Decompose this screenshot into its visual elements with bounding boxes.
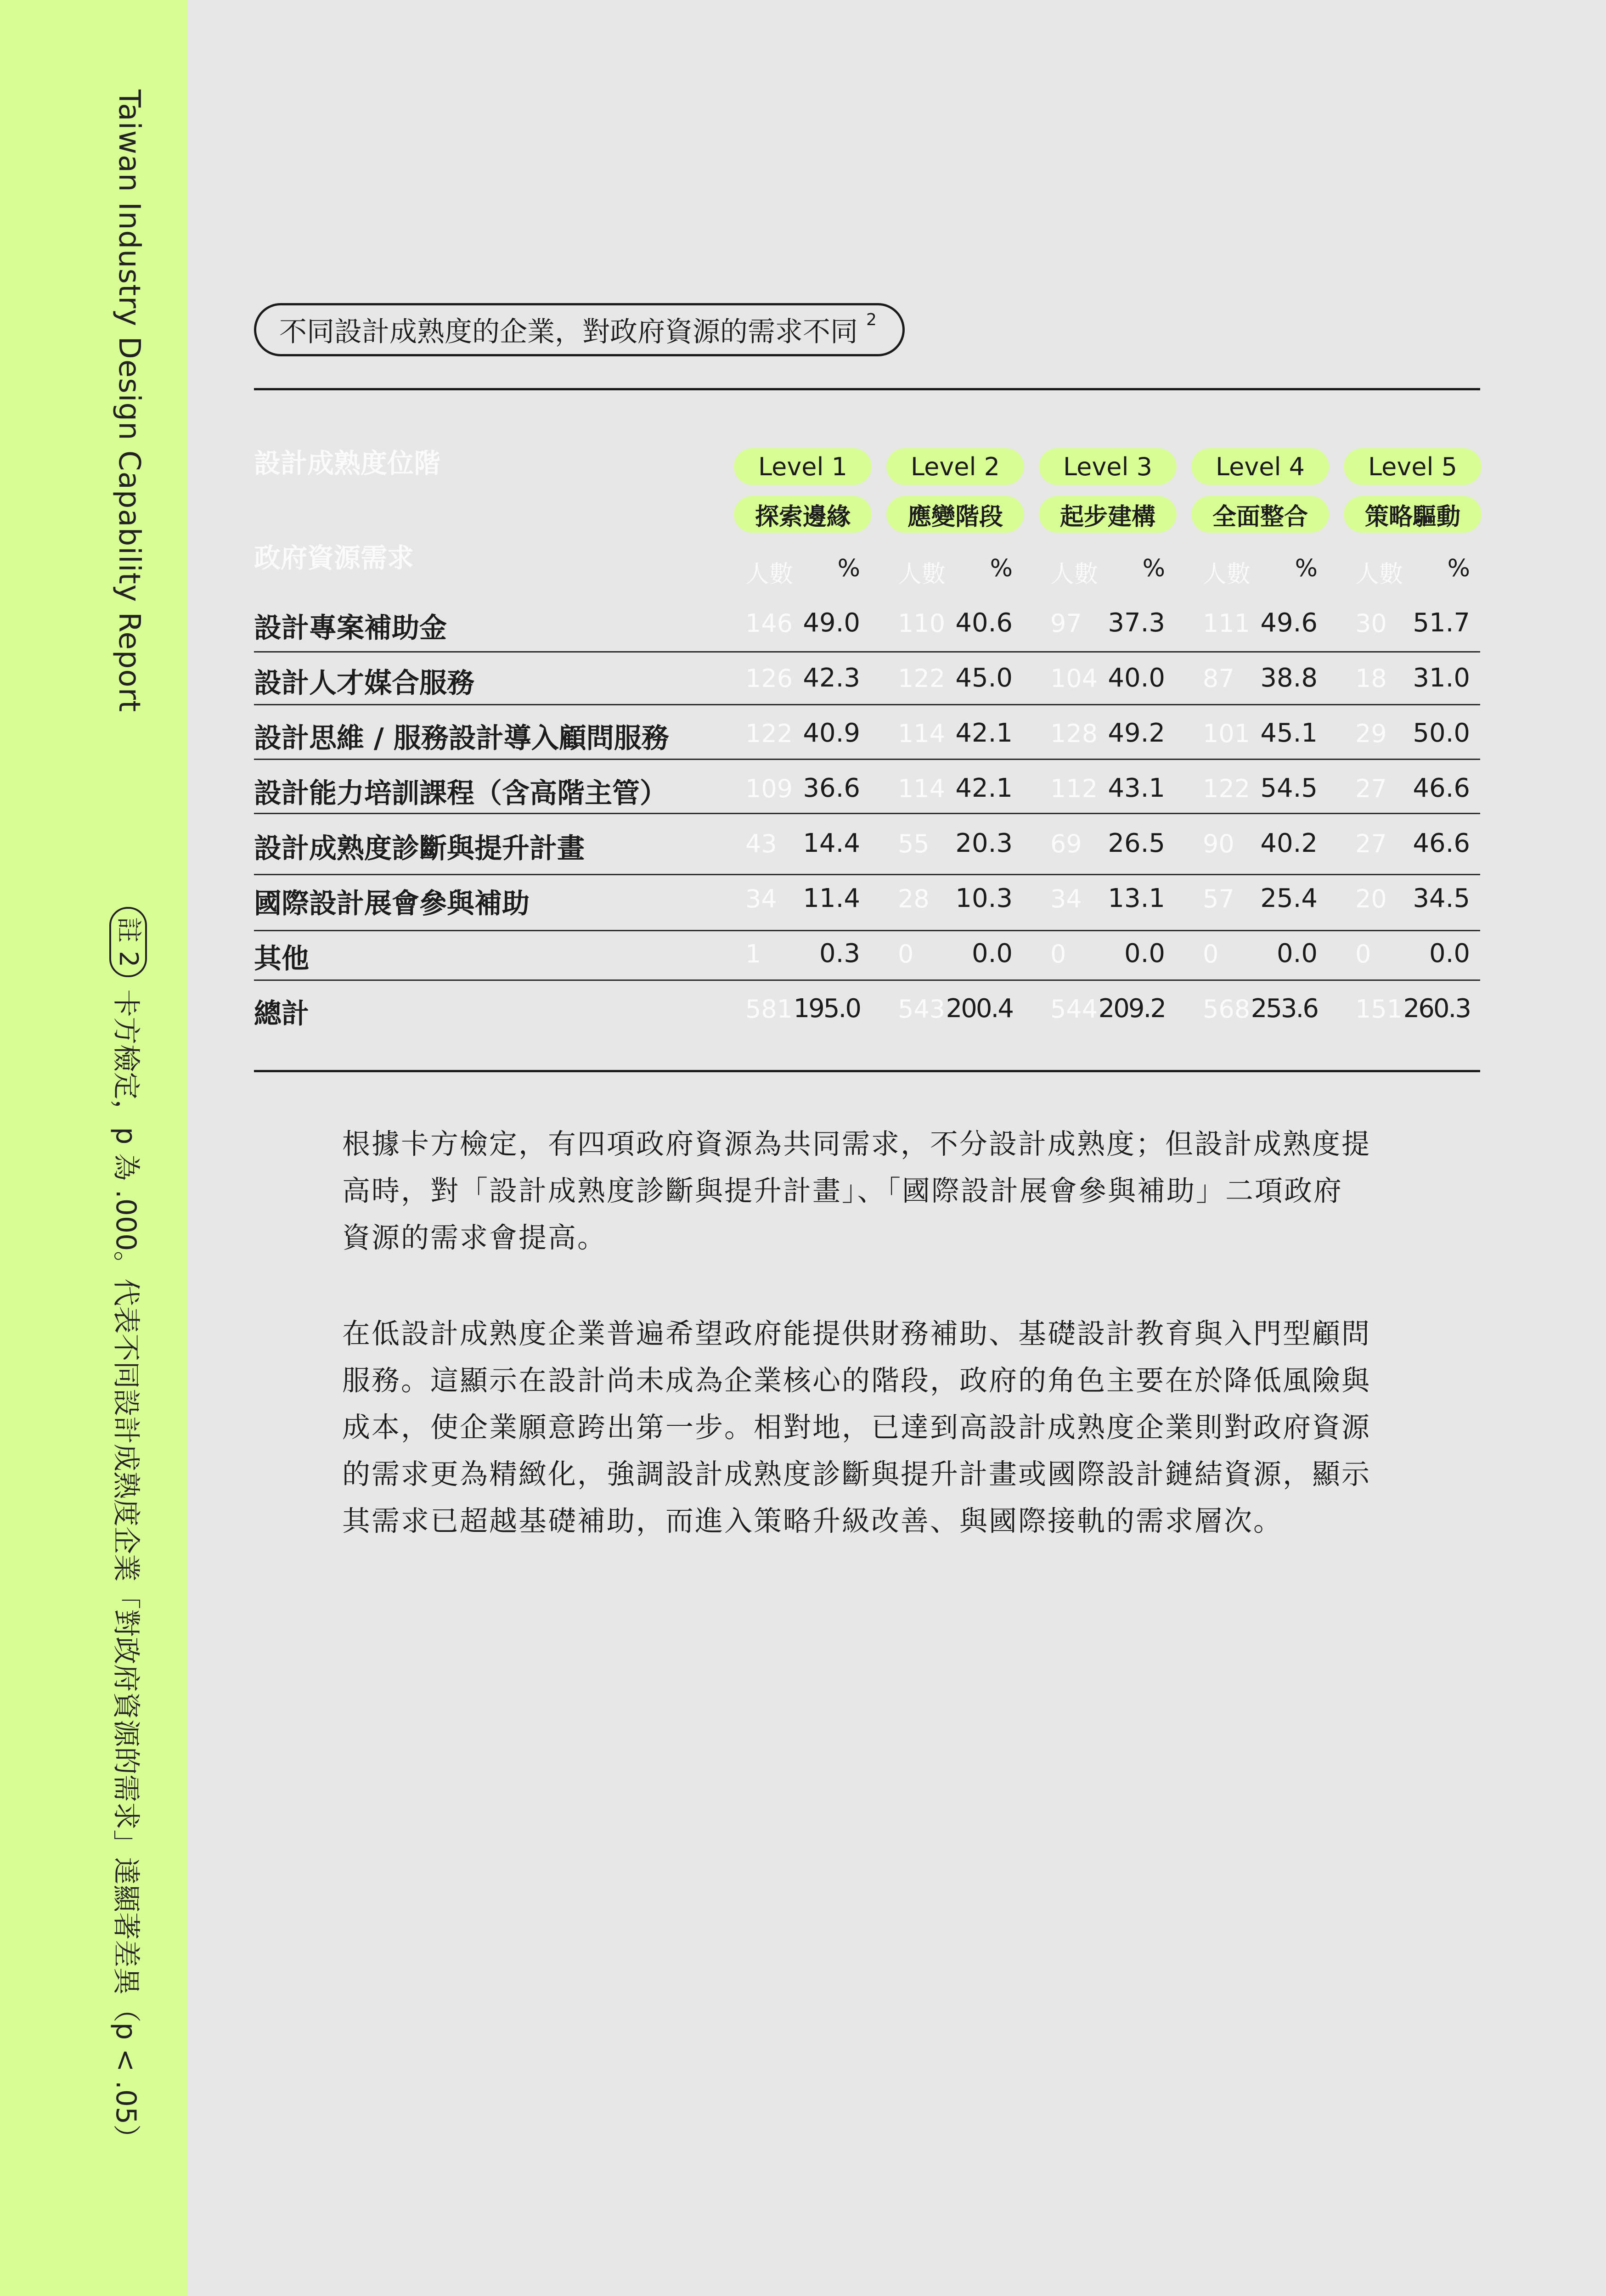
- percent-cell: 25.4: [1260, 884, 1318, 913]
- percent-cell: 49.2: [1108, 718, 1165, 748]
- count-cell: 122: [1203, 774, 1251, 803]
- paragraph-line: 其需求已超越基礎補助，而進入策略升級改善、與國際接軌的需求層次。: [342, 1505, 1283, 1537]
- count-cell: 146: [745, 609, 793, 638]
- row-label: 設計人才媒合服務: [254, 667, 474, 699]
- count-cell: 27: [1355, 829, 1387, 858]
- paragraph-line: 的需求更為精緻化，強調設計成熟度診斷與提升計畫或國際設計鏈結資源，顯示: [342, 1458, 1371, 1491]
- percent-cell: 31.0: [1413, 663, 1470, 693]
- percent-cell: 253.6: [1251, 994, 1318, 1024]
- row-divider: [254, 979, 1480, 981]
- count-cell: 43: [745, 829, 777, 858]
- level-pill: Level 3: [1039, 448, 1177, 485]
- count-cell: 20: [1355, 884, 1387, 913]
- percent-cell: 45.1: [1260, 718, 1318, 748]
- count-cell: 111: [1203, 609, 1251, 638]
- table-bottom-rule: [254, 1070, 1480, 1072]
- percent-cell: 40.9: [803, 718, 860, 748]
- count-cell: 28: [898, 884, 930, 913]
- percent-subheader: %: [1295, 555, 1318, 582]
- count-cell: 0: [1355, 940, 1371, 968]
- count-cell: 55: [898, 829, 930, 858]
- count-cell: 122: [898, 664, 946, 693]
- row-label: 設計專案補助金: [254, 612, 447, 644]
- level-name-pill: 應變階段: [886, 496, 1024, 533]
- count-cell: 90: [1203, 829, 1234, 858]
- count-cell: 543: [898, 995, 946, 1024]
- count-cell: 104: [1050, 664, 1098, 693]
- count-cell: 151: [1355, 995, 1403, 1024]
- count-cell: 544: [1050, 995, 1098, 1024]
- percent-cell: 42.1: [955, 773, 1013, 803]
- table-title-text: 不同設計成熟度的企業，對政府資源的需求不同: [279, 316, 858, 348]
- count-cell: 18: [1355, 664, 1387, 693]
- count-cell: 112: [1050, 774, 1098, 803]
- row-divider: [254, 651, 1480, 653]
- percent-cell: 36.6: [803, 773, 860, 803]
- row-label: 總計: [254, 998, 309, 1030]
- level-pill: Level 5: [1344, 448, 1482, 485]
- row-label: 設計思維 / 服務設計導入顧問服務: [254, 722, 669, 754]
- percent-cell: 0.0: [1429, 939, 1470, 968]
- row-label: 國際設計展會參與補助: [254, 888, 530, 920]
- count-cell: 97: [1050, 609, 1082, 638]
- percent-cell: 0.3: [819, 939, 860, 968]
- count-cell: 0: [898, 940, 914, 968]
- count-cell: 581: [745, 995, 793, 1024]
- percent-cell: 13.1: [1108, 884, 1165, 913]
- percent-cell: 260.3: [1403, 994, 1470, 1024]
- paragraph-line: 資源的需求會提高。: [342, 1221, 607, 1254]
- count-cell: 110: [898, 609, 946, 638]
- resource-need-header: 政府資源需求: [254, 542, 414, 574]
- count-cell: 34: [745, 884, 777, 913]
- count-cell: 30: [1355, 609, 1387, 638]
- percent-cell: 54.5: [1260, 773, 1318, 803]
- percent-cell: 11.4: [803, 884, 860, 913]
- level-pill: Level 2: [886, 448, 1024, 485]
- percent-subheader: %: [1447, 555, 1470, 582]
- count-cell: 126: [745, 664, 793, 693]
- report-title: Taiwan Industry Design Capability Report: [112, 90, 146, 713]
- percent-cell: 195.0: [793, 994, 860, 1024]
- count-cell: 87: [1203, 664, 1234, 693]
- count-cell: 128: [1050, 719, 1098, 748]
- count-cell: 568: [1203, 995, 1251, 1024]
- percent-cell: 0.0: [971, 939, 1013, 968]
- footnote-marker: 2: [866, 310, 877, 329]
- count-cell: 27: [1355, 774, 1387, 803]
- level-name-pill: 全面整合: [1191, 496, 1329, 533]
- percent-subheader: %: [837, 555, 860, 582]
- count-cell: 29: [1355, 719, 1387, 748]
- count-subheader: 人數: [1355, 561, 1403, 588]
- percent-cell: 49.0: [803, 608, 860, 638]
- count-cell: 109: [745, 774, 793, 803]
- count-cell: 101: [1203, 719, 1251, 748]
- percent-cell: 45.0: [955, 663, 1013, 693]
- row-label: 其他: [254, 943, 309, 975]
- count-cell: 0: [1050, 940, 1066, 968]
- paragraph-line: 高時，對「設計成熟度診斷與提升計畫」、「國際設計展會參與補助」二項政府: [342, 1175, 1343, 1207]
- percent-cell: 42.3: [803, 663, 860, 693]
- level-name-pill: 探索邊緣: [734, 496, 872, 533]
- percent-cell: 46.6: [1413, 773, 1470, 803]
- paragraph-line: 根據卡方檢定，有四項政府資源為共同需求，不分設計成熟度；但設計成熟度提: [342, 1128, 1371, 1160]
- count-subheader: 人數: [745, 561, 794, 588]
- row-label: 設計成熟度診斷與提升計畫: [254, 833, 585, 865]
- count-subheader: 人數: [898, 561, 946, 588]
- level-pill: Level 1: [734, 448, 872, 485]
- paragraph-line: 服務。這顯示在設計尚未成為企業核心的階段，政府的角色主要在於降低風險與: [342, 1364, 1371, 1397]
- footnote: [108, 907, 148, 2152]
- row-divider: [254, 874, 1480, 875]
- count-cell: 114: [898, 719, 946, 748]
- footnote-badge: 註 2: [109, 907, 147, 977]
- maturity-level-header: 設計成熟度位階: [254, 448, 441, 479]
- percent-cell: 200.4: [946, 994, 1013, 1024]
- percent-cell: 26.5: [1108, 828, 1165, 858]
- percent-cell: 40.2: [1260, 828, 1318, 858]
- footnote-text: 卡方檢定，p 為 .000。代表不同設計成熟度企業「對政府資源的需求」達顯著差異（p < .05）: [110, 989, 142, 2152]
- percent-cell: 40.0: [1108, 663, 1165, 693]
- level-name-pill: 起步建構: [1039, 496, 1177, 533]
- table-title: [254, 303, 905, 356]
- percent-cell: 51.7: [1413, 608, 1470, 638]
- percent-cell: 0.0: [1124, 939, 1165, 968]
- row-divider: [254, 930, 1480, 931]
- sidebar: [0, 0, 187, 2296]
- count-cell: 57: [1203, 884, 1234, 913]
- count-cell: 1: [745, 940, 761, 968]
- percent-cell: 37.3: [1108, 608, 1165, 638]
- table-top-rule: [254, 388, 1480, 390]
- count-cell: 122: [745, 719, 793, 748]
- paragraph-line: 成本，使企業願意跨出第一步。相對地，已達到高設計成熟度企業則對政府資源: [342, 1411, 1371, 1444]
- paragraph-2: [342, 1311, 1486, 1545]
- count-cell: 114: [898, 774, 946, 803]
- count-cell: 69: [1050, 829, 1082, 858]
- level-name-pill: 策略驅動: [1344, 496, 1482, 533]
- percent-cell: 209.2: [1098, 994, 1165, 1024]
- level-pill: Level 4: [1191, 448, 1329, 485]
- percent-cell: 40.6: [955, 608, 1013, 638]
- percent-cell: 38.8: [1260, 663, 1318, 693]
- count-subheader: 人數: [1203, 561, 1251, 588]
- percent-cell: 43.1: [1108, 773, 1165, 803]
- percent-cell: 14.4: [803, 828, 860, 858]
- percent-cell: 20.3: [955, 828, 1013, 858]
- percent-cell: 10.3: [955, 884, 1013, 913]
- row-label: 設計能力培訓課程（含高階主管）: [254, 777, 667, 810]
- percent-cell: 46.6: [1413, 828, 1470, 858]
- paragraph-line: 在低設計成熟度企業普遍希望政府能提供財務補助、基礎設計教育與入門型顧問: [342, 1317, 1371, 1350]
- row-divider: [254, 813, 1480, 814]
- percent-subheader: %: [1142, 555, 1165, 582]
- percent-subheader: %: [990, 555, 1013, 582]
- row-divider: [254, 759, 1480, 760]
- percent-cell: 50.0: [1413, 718, 1470, 748]
- percent-cell: 49.6: [1260, 608, 1318, 638]
- percent-cell: 34.5: [1413, 884, 1470, 913]
- row-divider: [254, 704, 1480, 705]
- paragraph-1: [342, 1121, 1486, 1261]
- count-cell: 34: [1050, 884, 1082, 913]
- count-cell: 0: [1203, 940, 1219, 968]
- count-subheader: 人數: [1050, 561, 1099, 588]
- percent-cell: 0.0: [1276, 939, 1318, 968]
- percent-cell: 42.1: [955, 718, 1013, 748]
